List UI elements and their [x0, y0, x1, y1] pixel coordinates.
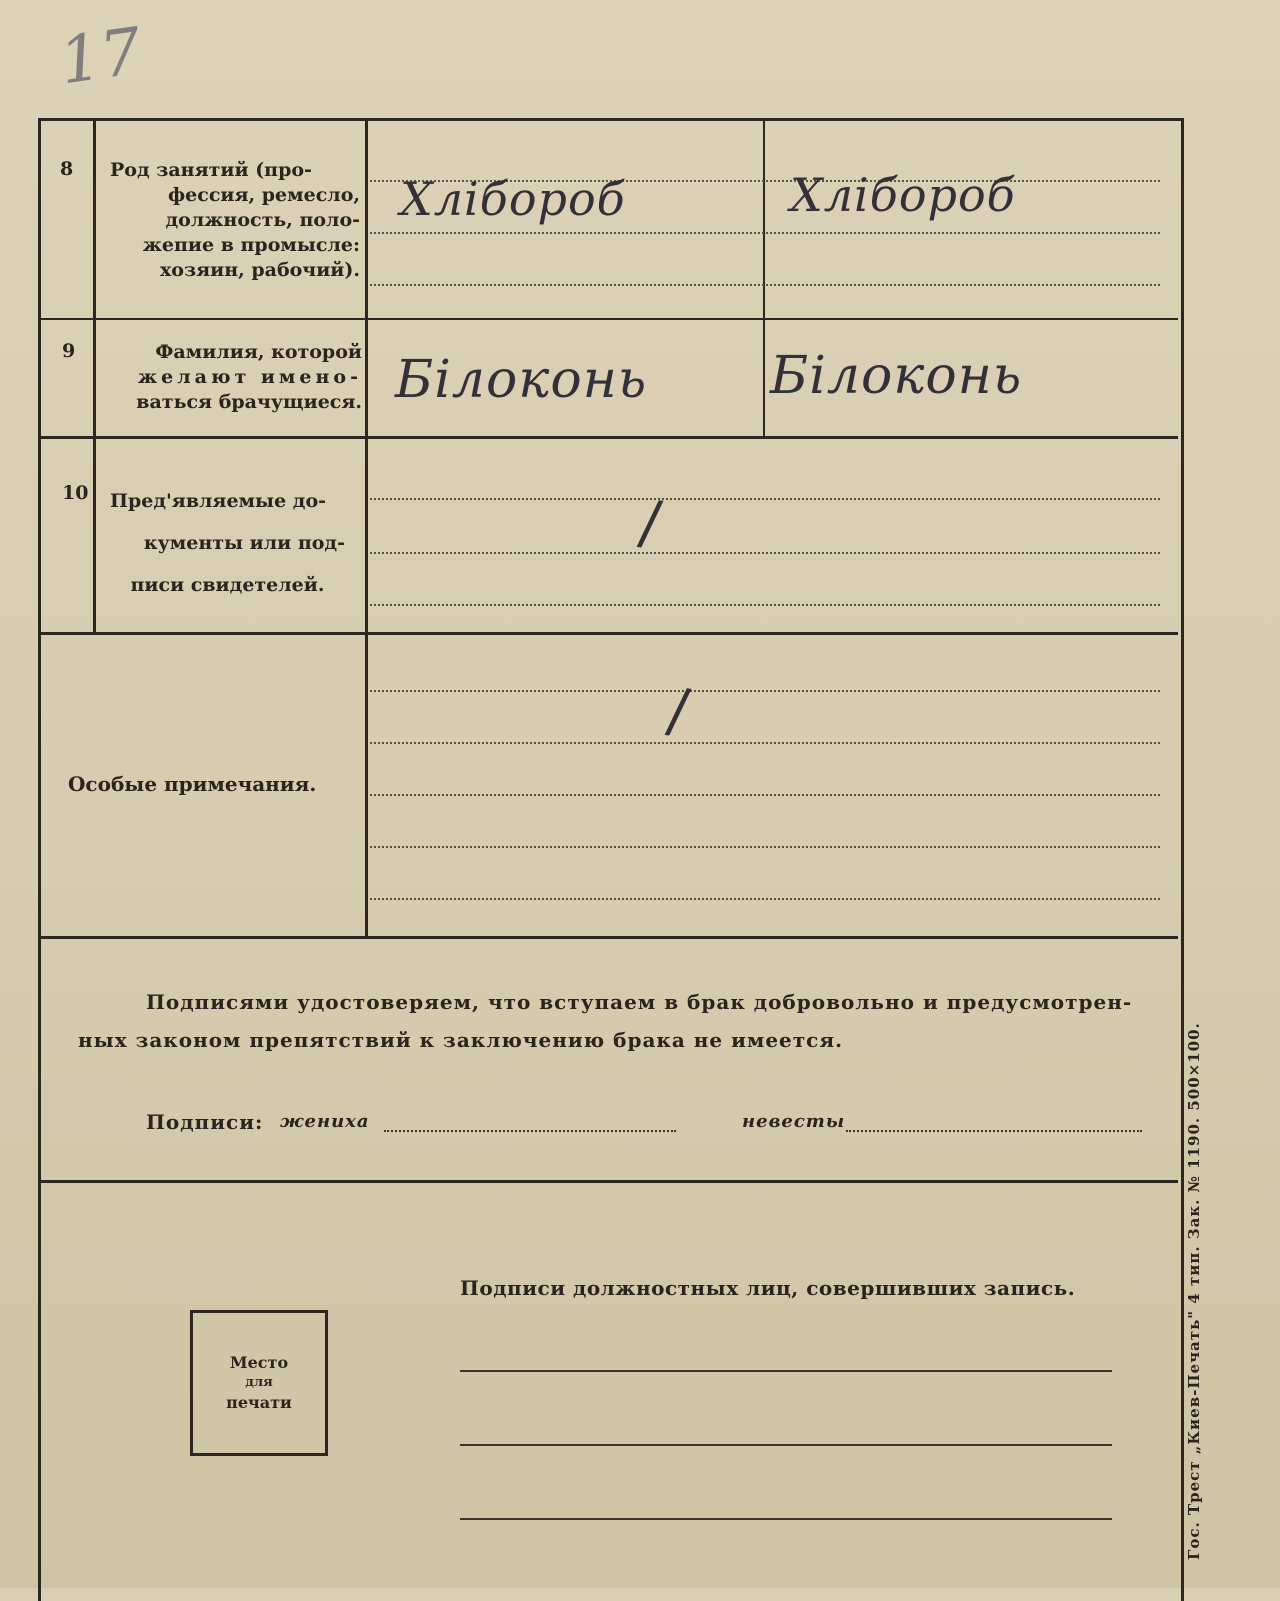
- row-10-value-mark: /: [635, 486, 665, 560]
- bride-signature-label: невесты: [742, 1111, 846, 1132]
- seal-box: [190, 1310, 328, 1456]
- remarks-label: Особые примечания.: [68, 772, 317, 796]
- official-signature-line-3[interactable]: [460, 1518, 1112, 1520]
- corner-mark: 17: [55, 14, 147, 100]
- row-9-groom-value: Білоконь: [395, 350, 648, 410]
- writing-line: [370, 284, 1160, 286]
- printer-imprint: Гос. Трест „Киев-Печать" 4 тип. Зак. № 1190. 500×100.: [1185, 1022, 1203, 1560]
- writing-line: [370, 690, 1160, 692]
- row-10-label-line: писи свидетелей.: [130, 574, 325, 596]
- groom-signature-line[interactable]: [384, 1130, 676, 1132]
- row-9-number: 9: [62, 340, 76, 362]
- groom-bride-divider: [763, 118, 765, 438]
- row-8-label-line: должность, поло-: [165, 209, 360, 231]
- officials-title: Подписи должностных лиц, совершивших запись.: [460, 1276, 1076, 1300]
- number-column-divider: [93, 118, 96, 633]
- writing-line: [370, 898, 1160, 900]
- row-9-label: [110, 340, 362, 415]
- writing-line: [370, 232, 1160, 234]
- row-10-label: [110, 480, 345, 606]
- row-separator-remarks-declaration: [38, 936, 1178, 939]
- row-8-label-line: хозяин, рабочий).: [159, 259, 360, 281]
- row-separator-declaration-officials: [38, 1180, 1178, 1183]
- declaration-line-2: ных законом препятствий к заключению брака не имеется.: [78, 1028, 844, 1052]
- row-separator-10-remarks: [38, 632, 1178, 635]
- row-10-number: 10: [62, 482, 89, 504]
- row-9-label-line: желают имено-: [137, 366, 362, 388]
- remarks-value-mark: /: [663, 674, 693, 748]
- row-8-label-line: жепие в промысле:: [142, 234, 360, 256]
- row-8-number: 8: [60, 158, 74, 180]
- row-8-bride-value: Хлібороб: [790, 168, 1016, 222]
- row-8-groom-value: Хлібороб: [400, 172, 626, 226]
- seal-text: печати: [226, 1393, 292, 1412]
- writing-line: [370, 794, 1160, 796]
- row-9-label-line: Фамилия, которой: [155, 341, 362, 363]
- seal-text: для: [245, 1375, 273, 1390]
- row-9-label-line: ваться брачущиеся.: [136, 391, 362, 413]
- row-8-label-line: фессия, ремесло,: [168, 184, 360, 206]
- writing-line: [370, 846, 1160, 848]
- official-signature-line-1[interactable]: [460, 1370, 1112, 1372]
- row-10-label-line: кументы или под-: [143, 532, 345, 554]
- writing-line: [370, 498, 1160, 500]
- writing-line: [370, 742, 1160, 744]
- bride-signature-line[interactable]: [846, 1130, 1142, 1132]
- row-separator-9-10: [38, 436, 1178, 439]
- row-9-bride-value: Білоконь: [770, 346, 1023, 406]
- official-signature-line-2[interactable]: [460, 1444, 1112, 1446]
- declaration-line-1: Подписями удостоверяем, что вступаем в брак добровольно и предусмотрен-: [146, 990, 1133, 1014]
- row-8-label-line: Род занятий (про-: [110, 159, 312, 181]
- writing-line: [370, 552, 1160, 554]
- writing-line: [370, 604, 1160, 606]
- label-column-divider: [365, 118, 368, 938]
- groom-signature-label: жениха: [280, 1111, 370, 1132]
- signatures-label: Подписи:: [146, 1110, 264, 1134]
- row-10-label-line: Пред'являемые до-: [110, 490, 327, 512]
- row-8-label: [110, 158, 360, 283]
- seal-text: Место: [229, 1353, 289, 1372]
- row-separator-8-9: [38, 318, 1178, 320]
